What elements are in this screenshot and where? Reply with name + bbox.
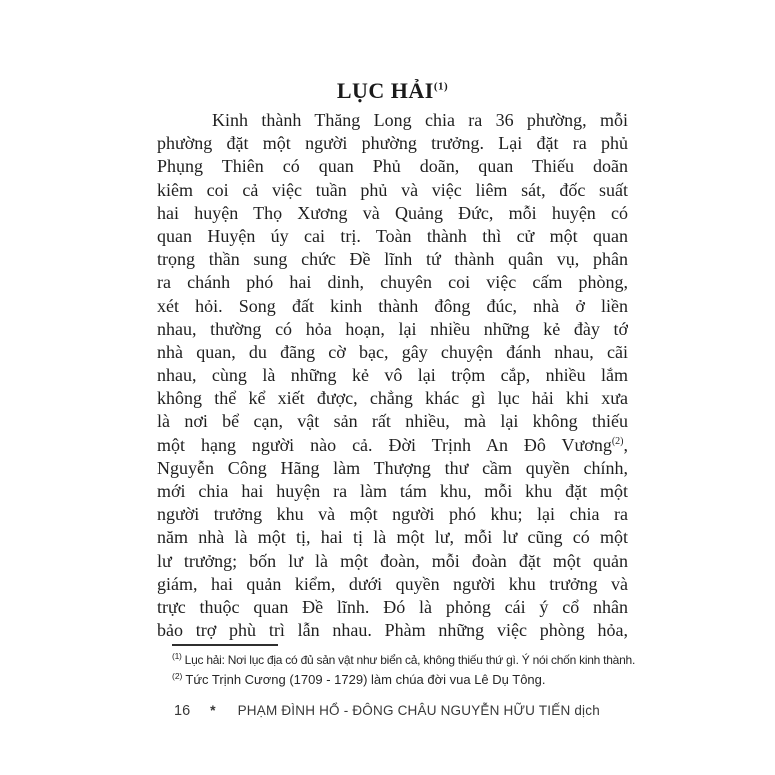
- page-title: [157, 78, 628, 104]
- body-text-line: hai huyện Thọ Xương và Quảng Đức, mỗi huyện có: [157, 202, 628, 223]
- footnote-ref-2: (2): [611, 435, 624, 447]
- body-paragraph: [157, 109, 628, 642]
- body-text-line: năm nhà là một tị, hai tị là một lư, mỗi lư cũng có một: [157, 527, 628, 548]
- body-text-line: là nơi bể cạn, vật sản rất nhiều, mà lại không thiếu: [157, 411, 628, 432]
- body-text-line: phường đặt một người phường trưởng. Lại đặt ra phủ: [157, 133, 628, 154]
- body-text-line: giám, hai quản kiểm, dưới quyền người khu trưởng và: [157, 573, 628, 594]
- page-footer: [174, 702, 600, 719]
- body-text-line: nhau, thường có hỏa hoạn, lại nhiều những kẻ đày tớ: [157, 318, 628, 339]
- body-text-line: [157, 434, 628, 457]
- body-text-line: trọng thần sung chức Đề lĩnh tứ thành quân vụ, phân: [157, 249, 628, 270]
- footnotes-section: [157, 644, 636, 687]
- body-text-line: Nguyễn Công Hãng làm Thượng thư cầm quyền chính,: [157, 457, 628, 478]
- body-text-line: người trưởng khu và một người phó khu; lại chia ra: [157, 504, 628, 525]
- page-number: 16: [174, 703, 191, 719]
- footnote-1: [172, 651, 636, 667]
- footer-book-title: PHẠM ĐÌNH HỔ - ĐÔNG CHÂU NGUYỄN HỮU TIẾN dịch: [237, 703, 600, 718]
- body-text-line: nhà quan, du đãng cờ bạc, gây chuyện đánh nhau, cãi: [157, 341, 628, 362]
- footnote-2: [172, 672, 628, 687]
- body-text-line: lư trưởng; bốn lư là một đoàn, mỗi đoàn đặt một quản: [157, 550, 628, 571]
- body-text-line: trực thuộc quan Đề lĩnh. Đó là phỏng cái ý cổ nhân: [157, 596, 628, 617]
- body-text-segment: một hạng người nào cả. Đời Trịnh An Đô Vương: [157, 434, 612, 455]
- footnote-separator: [172, 644, 278, 646]
- body-text-line: Kinh thành Thăng Long chia ra 36 phường, mỗi: [212, 110, 628, 130]
- body-text-line: ra chánh phó hai dinh, chuyên coi việc cấm phòng,: [157, 272, 628, 293]
- body-text-line: nhau, cùng là những kẻ vô lại trộm cắp, nhiều lắm: [157, 365, 628, 386]
- body-text-line: bảo trợ phù trì lẫn nhau. Phàm những việc phòng hỏa,: [157, 620, 628, 641]
- body-text-segment: ,: [623, 434, 628, 455]
- footnote-marker: (1): [172, 651, 182, 661]
- page-title-text: LỤC HẢI: [336, 77, 434, 103]
- body-text-line: không thể kể xiết được, chẳng khác gì lục hải khi xưa: [157, 388, 628, 409]
- footnote-text: Tức Trịnh Cương (1709 - 1729) làm chúa đời vua Lê Dụ Tông.: [185, 672, 546, 687]
- footnote-text: Lục hải: Nơi lục địa có đủ sản vật như biển cả, không thiếu thứ gì. Ý nói chốn kinh thành.: [184, 653, 636, 667]
- footer-separator-asterisk: *: [210, 702, 216, 718]
- footnote-marker: (2): [172, 670, 183, 681]
- body-text-line: kiêm coi cả việc tuần phủ và việc liêm sát, đốc suất: [157, 179, 628, 200]
- body-text-line: quan Huyện úy cai trị. Toàn thành thì cử một quan: [157, 225, 628, 246]
- body-text-line: Phụng Thiên có quan Phủ doãn, quan Thiếu doãn: [157, 156, 628, 177]
- body-text-line: mới chia hai huyện ra làm tám khu, mỗi khu đặt một: [157, 481, 628, 501]
- footnote-ref-1: (1): [433, 80, 449, 93]
- body-text-line: xét hỏi. Song đất kinh thành đông đúc, nhà ở liền: [157, 295, 628, 316]
